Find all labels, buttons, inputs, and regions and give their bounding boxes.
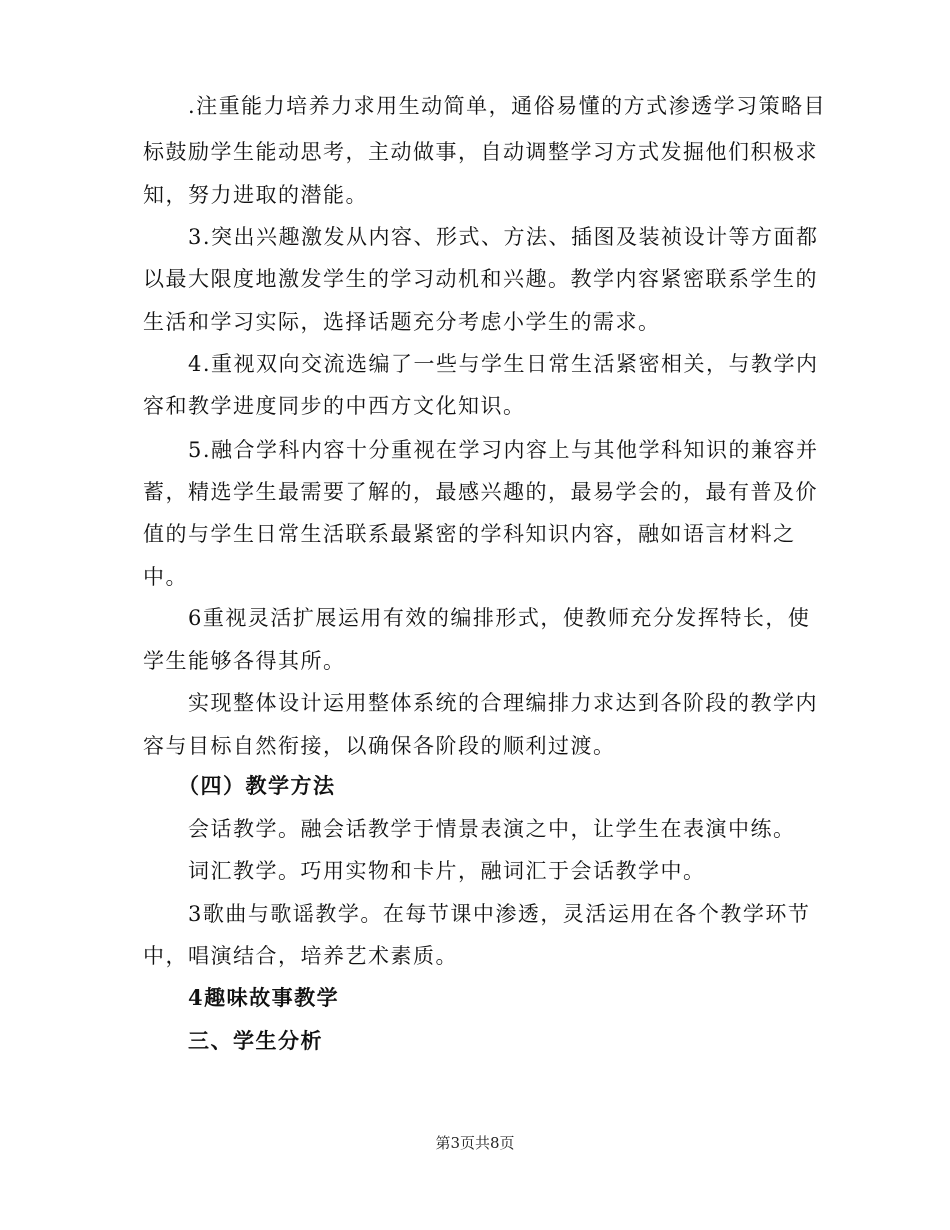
paragraph-line: 中，唱演结合，培养艺术素质。: [143, 944, 458, 968]
paragraph-line: 蓄，精选学生最需要了解的，最感兴趣的，最易学会的，最有普及价: [143, 480, 818, 504]
paragraph-line: 知，努力进取的潜能。: [143, 183, 368, 207]
paragraph-line: 学生能够各得其所。: [143, 649, 346, 673]
page-number-footer: 第3页共8页: [435, 1134, 515, 1152]
paragraph-line: 实现整体设计运用整体系统的合理编排力求达到各阶段的教学内: [188, 691, 818, 715]
paragraph-line: .注重能力培养力求用生动简单，通俗易懂的方式渗透学习策略目: [188, 94, 827, 118]
paragraph-line: 3.突出兴趣激发从内容、形式、方法、插图及装祯设计等方面都: [188, 225, 819, 249]
paragraph-line: 会话教学。融会话教学于情景表演之中，让学生在表演中练。: [188, 817, 796, 841]
paragraph-line: 5.融合学科内容十分重视在学习内容上与其他学科知识的兼容并: [188, 438, 819, 462]
paragraph-line: 值的与学生日常生活联系最紧密的学科知识内容，融如语言材料之: [143, 522, 796, 546]
paragraph-line: 以最大限度地激发学生的学习动机和兴趣。教学内容紧密联系学生的: [143, 267, 818, 291]
paragraph-line: 词汇教学。巧用实物和卡片，融词汇于会话教学中。: [188, 859, 706, 883]
paragraph-line: 标鼓励学生能动思考，主动做事，自动调整学习方式发掘他们积极求: [143, 140, 818, 164]
paragraph-line: 容和教学进度同步的中西方文化知识。: [143, 394, 526, 418]
paragraph-line: 6重视灵活扩展运用有效的编排形式，使教师充分发挥特长，使: [188, 606, 811, 630]
paragraph-line: 容与目标自然衔接，以确保各阶段的顺利过渡。: [143, 734, 616, 758]
paragraph-line: 3歌曲与歌谣教学。在每节课中渗透，灵活运用在各个教学环节: [188, 902, 811, 926]
paragraph-line: 中。: [143, 565, 188, 589]
subheading: 4趣味故事教学: [188, 985, 340, 1010]
paragraph-line: 4.重视双向交流选编了一些与学生日常生活紧密相关，与教学内: [188, 352, 819, 376]
section-heading: 三、学生分析: [188, 1028, 323, 1053]
section-heading: （四）教学方法: [178, 773, 336, 798]
paragraph-line: 生活和学习实际，选择话题充分考虑小学生的需求。: [143, 310, 661, 334]
